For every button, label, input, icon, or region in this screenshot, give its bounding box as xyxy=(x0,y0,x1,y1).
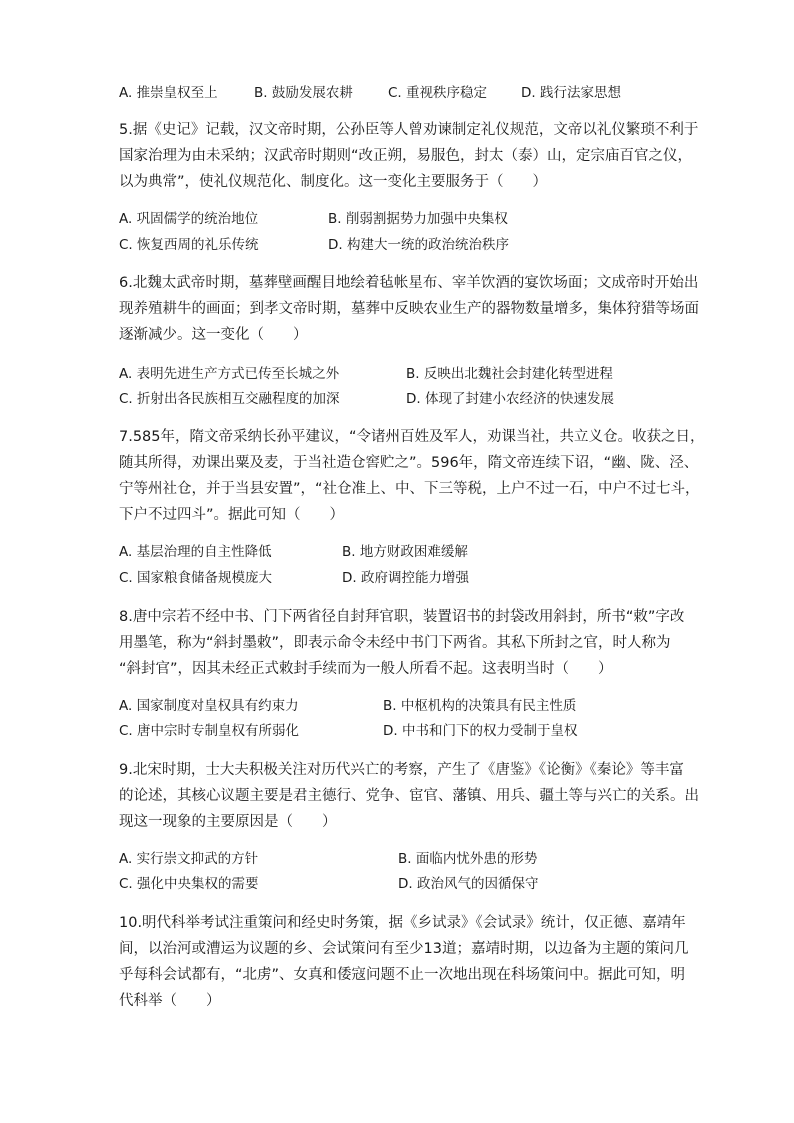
q9-stem-line: 现这一现象的主要原因是（ ） xyxy=(119,814,337,830)
q4-option-a[interactable]: A. 推崇皇权至上 xyxy=(119,85,218,101)
q10-stem-line: 间，以治河或漕运为议题的乡、会试策问有至少13道；嘉靖时期，以边备为主题的策问几 xyxy=(119,941,689,957)
q5-option-b[interactable]: B. 削弱割据势力加强中央集权 xyxy=(328,211,508,227)
q8-option-a[interactable]: A. 国家制度对皇权具有约束力 xyxy=(119,698,299,714)
q6-stem xyxy=(119,270,699,348)
q7-option-d[interactable]: D. 政府调控能力增强 xyxy=(342,570,469,586)
q7-option-b[interactable]: B. 地方财政困难缓解 xyxy=(342,544,468,560)
q5-stem-line: 5.据《史记》记载，汉文帝时期，公孙臣等人曾劝谏制定礼仪规范，文帝以礼仪繁琐不利于 xyxy=(119,122,699,138)
q7-stem-line: 随其所得，劝课出粟及麦，于当社造仓窖贮之”。596年，隋文帝连续下诏，“幽、陇、泾、 xyxy=(119,455,699,471)
q6-stem-line: 6.北魏太武帝时期，墓葬壁画醒目地绘着毡帐星布、宰羊饮酒的宴饮场面；文成帝时开始出 xyxy=(119,275,699,291)
q7-options-row1 xyxy=(119,541,719,563)
q8-options-row1 xyxy=(119,695,719,717)
q9-option-b[interactable]: B. 面临内忧外患的形势 xyxy=(398,851,538,867)
q6-options-row2 xyxy=(119,388,719,410)
q9-options-row2 xyxy=(119,873,719,895)
q10-stem-line: 乎每科会试都有，“北虏”、女真和倭寇问题不止一次地出现在科场策问中。据此可知，明 xyxy=(119,967,686,983)
q8-stem-line: “斜封官”，因其未经正式敕封手续而为一般人所看不起。这表明当时（ ） xyxy=(119,661,613,677)
q8-option-c[interactable]: C. 唐中宗时专制皇权有所弱化 xyxy=(119,723,300,739)
q8-stem-line: 8.唐中宗若不经中书、门下两省径自封拜官职，装置诏书的封袋改用斜封，所书“敕”字改 xyxy=(119,609,685,625)
q9-option-c[interactable]: C. 强化中央集权的需要 xyxy=(119,876,259,892)
q9-stem-line: 9.北宋时期，士大夫积极关注对历代兴亡的考察，产生了《唐鉴》《论衡》《秦论》等丰富 xyxy=(119,762,684,778)
q9-stem-line: 的论述，其核心议题主要是君主德行、党争、宦官、藩镇、用兵、疆土等与兴亡的关系。出 xyxy=(119,788,699,804)
q10-stem-line: 代科举（ ） xyxy=(119,993,221,1009)
q5-stem-line: 国家治理为由未采纳；汉武帝时期则“改正朔，易服色，封太（泰）山，定宗庙百官之仪， xyxy=(119,148,693,164)
q5-option-c[interactable]: C. 恢复西周的礼乐传统 xyxy=(119,237,259,253)
q8-option-d[interactable]: D. 中书和门下的权力受制于皇权 xyxy=(383,723,578,739)
q6-option-c[interactable]: C. 折射出各民族相互交融程度的加深 xyxy=(119,391,340,407)
q5-options-row2 xyxy=(119,234,719,256)
q4-option-d[interactable]: D. 践行法家思想 xyxy=(521,85,621,101)
q5-option-a[interactable]: A. 巩固儒学的统治地位 xyxy=(119,211,259,227)
q4-options xyxy=(119,82,719,104)
q10-stem xyxy=(119,910,689,1014)
q7-stem-line: 宁等州社仓，并于当县安置”，“社仓准上、中、下三等税，上户不过一石，中户不过七斗， xyxy=(119,481,700,497)
q7-option-a[interactable]: A. 基层治理的自主性降低 xyxy=(119,544,272,560)
q9-option-d[interactable]: D. 政治风气的因循保守 xyxy=(398,876,539,892)
q5-stem xyxy=(119,117,699,195)
q8-options-row2 xyxy=(119,720,719,742)
q10-stem-line: 10.明代科举考试注重策问和经史时务策，据《乡试录》《会试录》统计，仅正德、嘉靖年 xyxy=(119,915,686,931)
q7-stem-line: 7.585年，隋文帝采纳长孙平建议，“令诸州百姓及军人，劝课当社，共立义仓。收获之日， xyxy=(119,429,705,445)
q7-stem-line: 下户不过四斗”。据此可知（ ） xyxy=(119,507,345,523)
q5-options-row1 xyxy=(119,208,719,230)
q6-stem-line: 逐渐减少。这一变化（ ） xyxy=(119,327,308,343)
q9-stem xyxy=(119,757,699,835)
q6-option-b[interactable]: B. 反映出北魏社会封建化转型进程 xyxy=(406,366,613,382)
q6-stem-line: 现养殖耕牛的画面；到孝文帝时期，墓葬中反映农业生产的器物数量增多，集体狩猎等场面 xyxy=(119,301,699,317)
q8-option-b[interactable]: B. 中枢机构的决策具有民主性质 xyxy=(383,698,577,714)
q9-option-a[interactable]: A. 实行崇文抑武的方针 xyxy=(119,851,259,867)
q8-stem-line: 用墨笔，称为“斜封墨敕”，即表示命令未经中书门下两省。其私下所封之官，时人称为 xyxy=(119,635,671,651)
q7-options-row2 xyxy=(119,567,719,589)
q5-option-d[interactable]: D. 构建大一统的政治统治秩序 xyxy=(328,237,509,253)
q7-option-c[interactable]: C. 国家粮食储备规模庞大 xyxy=(119,570,273,586)
q7-stem xyxy=(119,424,705,528)
q6-options-row1 xyxy=(119,363,719,385)
q8-stem xyxy=(119,604,685,682)
q4-option-c[interactable]: C. 重视秩序稳定 xyxy=(388,85,488,101)
q4-option-b[interactable]: B. 鼓励发展农耕 xyxy=(254,85,353,101)
q6-option-d[interactable]: D. 体现了封建小农经济的快速发展 xyxy=(406,391,614,407)
q5-stem-line: 以为典常”，使礼仪规范化、制度化。这一变化主要服务于（ ） xyxy=(119,174,548,190)
q6-option-a[interactable]: A. 表明先进生产方式已传至长城之外 xyxy=(119,366,340,382)
q9-options-row1 xyxy=(119,848,719,870)
